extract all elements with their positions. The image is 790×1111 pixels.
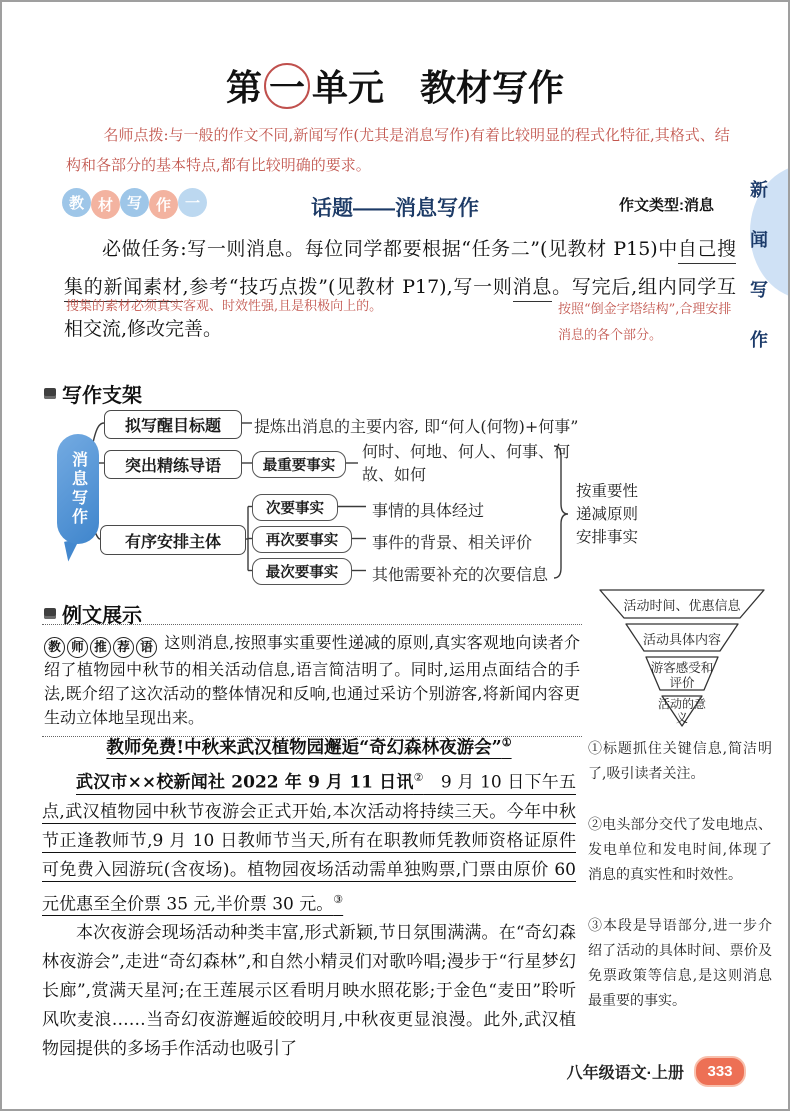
essay-dateline: 武汉市××校新闻社 2022 年 9 月 11 日讯 bbox=[76, 772, 414, 793]
badge-char: 材 bbox=[91, 190, 120, 219]
essay-lead-text: 9 月 10 日下午五点,武汉植物园中秋节夜游会正式开始,本次活动将持续三天。今年中秋节正逢教师节,9 月 10 日教师节当天,所有在职教师凭教师资格证原件可免费入园游玩(含夜场)。植物园夜场活动需单独购票,门票由原价 60 元优惠至全价票 35 元,半价票 30 元。 bbox=[42, 772, 576, 915]
node-body: 有序安排主体 bbox=[100, 525, 246, 555]
pyramid-level-2: 活动具体内容 bbox=[642, 633, 721, 648]
node-headline: 拟写醒目标题 bbox=[104, 410, 242, 439]
desc-5w1h: 何时、何地、何人、何事、何故、如何 bbox=[362, 442, 571, 484]
book-title: 八年级语文·上册 bbox=[566, 1065, 684, 1082]
teacher-master-note: 名师点拨:与一般的作文不同,新闻写作(尤其是消息写作)有着比较明显的程式化特征,其格式、结构和各部分的基本特点,都有比较明确的要求。 bbox=[66, 126, 730, 174]
unit-title-pre: 第 bbox=[225, 67, 262, 109]
margin-notes bbox=[588, 737, 772, 1040]
side-tab-char: 闻 bbox=[750, 230, 768, 251]
node-least-fact: 最次要事实 bbox=[252, 558, 352, 585]
scaffold-diagram bbox=[42, 402, 754, 597]
annotation-material-requirements: 搜集的素材必须真实客观、时效性强,且是积极向上的。 bbox=[66, 299, 383, 314]
underlined-phrase: 集的新闻素材 bbox=[64, 276, 183, 302]
circled-char: 推 bbox=[90, 637, 111, 658]
side-tab-char: 写 bbox=[750, 280, 768, 301]
diagram-root-node: 消息写作 bbox=[57, 434, 99, 544]
footnote-marker: ① bbox=[501, 736, 512, 750]
circled-char: 师 bbox=[67, 637, 88, 658]
page-footer bbox=[567, 1056, 746, 1087]
page-number-badge: 333 bbox=[694, 1056, 746, 1087]
circled-char: 语 bbox=[136, 637, 157, 658]
brace-note: 按重要性递减原则安排事实 bbox=[576, 482, 639, 546]
badge-char: 教 bbox=[62, 188, 91, 217]
margin-note-2: ②电头部分交代了发电地点、发电单位和发电时间,体现了消息的真实性和时效性。 bbox=[588, 817, 772, 883]
desc-least-fact: 其他需要补充的次要信息 bbox=[372, 565, 549, 584]
side-tab-char: 新 bbox=[750, 180, 768, 201]
teacher-recommendation bbox=[42, 624, 582, 737]
margin-note-3: ③本段是导语部分,进一步介绍了活动的具体时间、票价及免票政策等信息,是这则消息最重要的事实。 bbox=[588, 918, 772, 1009]
side-tab-news-writing bbox=[744, 164, 774, 364]
circled-char: 教 bbox=[44, 637, 65, 658]
essay-type-label: 作文类型:消息 bbox=[619, 197, 714, 214]
node-lede: 突出精练导语 bbox=[104, 450, 242, 479]
unit-title-subject: 教材写作 bbox=[420, 67, 565, 109]
underlined-phrase: 消息 bbox=[513, 276, 553, 302]
example-heading: 例文展示 bbox=[44, 599, 142, 628]
section-marker-icon bbox=[44, 608, 56, 619]
footnote-marker: ③ bbox=[333, 892, 344, 906]
desc-headline: 提炼出消息的主要内容, 即“何人(何物)+何事” bbox=[254, 417, 579, 436]
badge-char: 作 bbox=[149, 190, 178, 219]
pyramid-level-4: 活动的意义 bbox=[657, 697, 706, 725]
essay-paragraph-2: 本次夜游会现场活动种类丰富,形式新颖,节日氛围满满。在“奇幻森林夜游会”,走进“奇幻森林”,和自然小精灵们对歌吟唱;漫步于“行星梦幻长廊”,赏满天星河;在王莲展示区看明月映水照花影;于金色“麦田”聆听风吹麦浪……当奇幻夜游邂逅皎皎明月,中秋夜更显浪漫。此外,武汉植物园提供的多场手作活动也吸引了 bbox=[42, 923, 576, 1060]
node-tertiary-fact: 再次要事实 bbox=[252, 526, 352, 553]
node-secondary-fact: 次要事实 bbox=[252, 494, 338, 521]
topic-title: 话题——消息写作 bbox=[311, 197, 479, 220]
example-essay bbox=[42, 734, 576, 1064]
footnote-marker: ② bbox=[413, 771, 424, 784]
pyramid-level-1: 活动时间、优惠信息 bbox=[623, 599, 741, 614]
essay-title: 教师免费!中秋来武汉植物园邂逅“奇幻森林夜游会”① bbox=[106, 736, 512, 758]
essay-lead-paragraph bbox=[42, 763, 576, 919]
margin-note-1: ①标题抓住关键信息,简洁明了,吸引读者关注。 bbox=[588, 741, 772, 782]
unit-title-post: 单元 bbox=[311, 67, 384, 109]
circled-char: 荐 bbox=[113, 637, 134, 658]
section-marker-icon bbox=[44, 388, 56, 399]
side-tab-char: 作 bbox=[750, 330, 768, 351]
unit-number-circled: 一 bbox=[264, 63, 310, 109]
task-text-line2: 集的新闻素材,参考“技巧点拨”(见教材 P17),写一则消息。写完后,组内同学互 bbox=[64, 272, 736, 299]
desc-tertiary-fact: 事件的背景、相关评价 bbox=[372, 533, 533, 552]
task-text-line1: 必做任务:写一则消息。每位同学都要根据“任务二”(见教材 P15)中自己搜 bbox=[64, 234, 736, 261]
node-most-important-fact: 最重要事实 bbox=[252, 451, 346, 478]
unit-title bbox=[2, 60, 788, 111]
desc-secondary-fact: 事情的具体经过 bbox=[372, 501, 485, 520]
inverted-pyramid-diagram bbox=[592, 584, 772, 734]
underlined-phrase: 自己搜 bbox=[678, 238, 736, 264]
pyramid-level-3: 游客感受和评价 bbox=[650, 660, 714, 690]
recommendation-text: 这则消息,按照事实重要性递减的原则,真实客观地向读者介绍了植物园中秋节的相关活动信息,语言简洁明了。同时,运用点面结合的手法,既介绍了这次活动的整体情况和反响,也通过采访个别游客,将新闻内容更生动立体地呈现出来。 bbox=[44, 633, 580, 727]
task-text-line3: 相交流,修改完善。 bbox=[64, 318, 223, 340]
annotation-inverted-pyramid: 按照“倒金字塔结构”,合理安排消息的各个部分。 bbox=[558, 302, 732, 343]
badge-char: 写 bbox=[120, 188, 149, 217]
badge-char: 一 bbox=[178, 188, 207, 217]
scaffold-heading: 写作支架 bbox=[44, 379, 142, 408]
